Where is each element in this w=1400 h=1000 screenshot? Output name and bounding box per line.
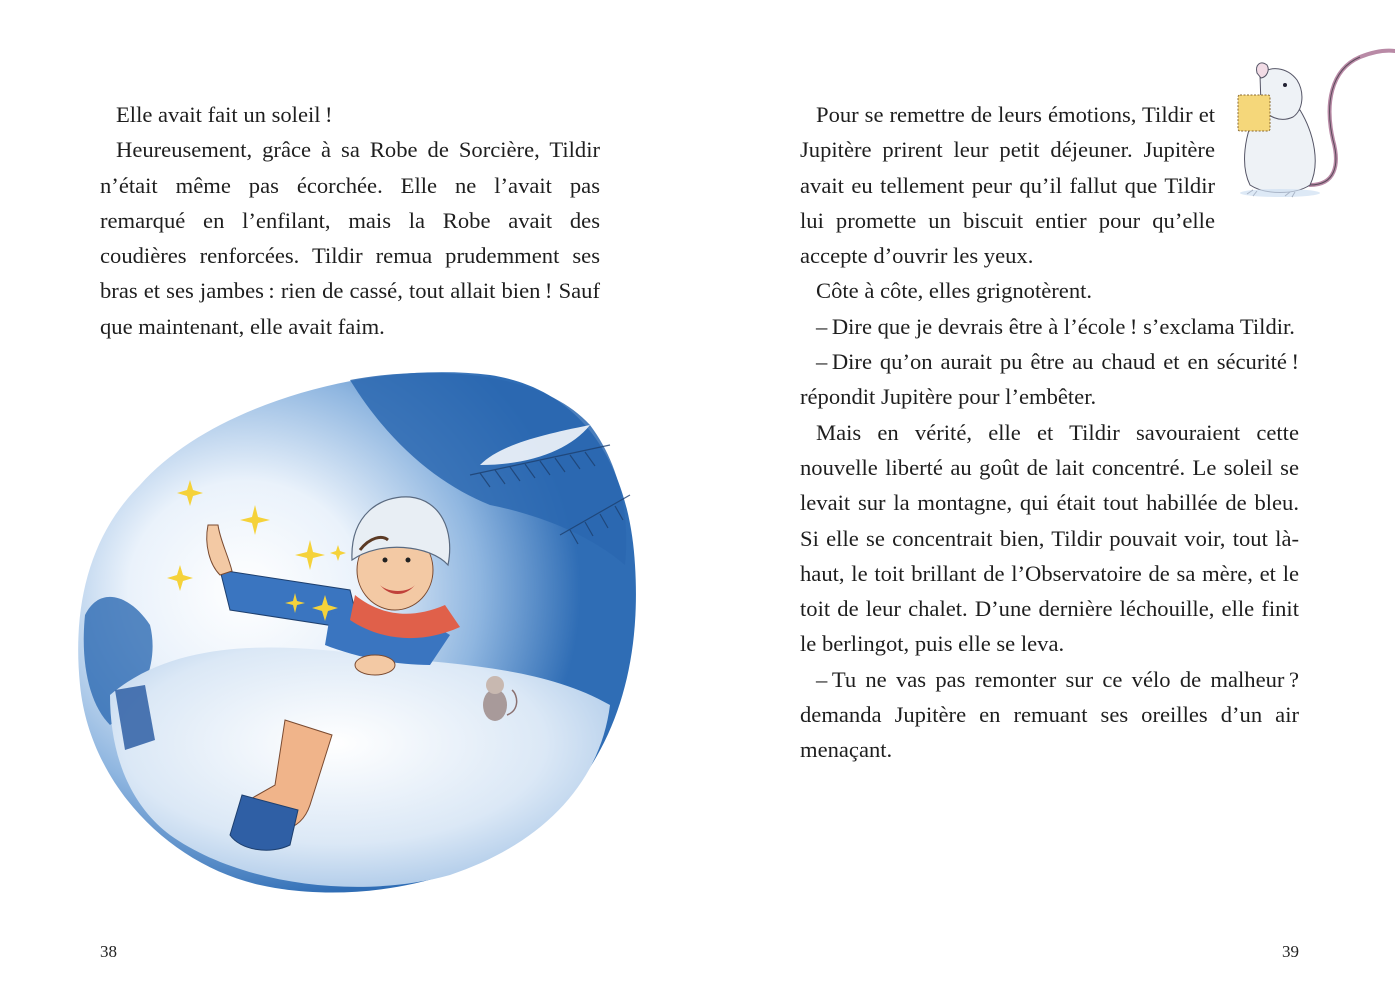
dialogue-paragraph: – Dire qu’on aurait pu être au chaud et en sécurité ! répondit Jupitère pour l’embêter. bbox=[800, 349, 1299, 410]
left-page-text bbox=[100, 97, 600, 344]
paragraph: Elle avait fait un soleil ! bbox=[116, 102, 333, 127]
paragraph: Heureusement, grâce à sa Robe de Sorcière, Tildir n’était même pas écorchée. Elle ne l’avait pas remarqué en l’enfilant, mais la Robe avait des coudières renforcées. Tildir remua prudemment ses bras et ses jambes : rien de cassé, tout allait bien ! Sauf que maintenant, elle avait faim. bbox=[100, 137, 600, 339]
page-number: 39 bbox=[1282, 942, 1299, 961]
paragraph: Côte à côte, elles grignotèrent. bbox=[816, 278, 1093, 304]
paragraph: Pour se remettre de leurs émotions, Tildir et Jupitère prirent leur petit déjeuner. Jupitère avait eu tellement peur qu’il fallut que Tildir lui promette un biscuit entier pour qu’elle accepte d’ouvrir les yeux. bbox=[800, 102, 1215, 269]
illustration-wrap-space bbox=[1215, 97, 1299, 205]
paragraph: Mais en vérité, elle et Tildir savouraient cette nouvelle liberté au goût de lait concentré. Le soleil se levait sur la montagne, qui était tout habillée de bleu. Si elle se concentrait bien, Tildir pouvait voir, tout là-haut, le toit brillant de l’Observatoire de sa mère, et le toit de leur chalet. D’une dernière léchouille, elle finit le berlingot, puis elle se leva. bbox=[800, 419, 1299, 657]
right-page-text bbox=[800, 97, 1299, 768]
dialogue-paragraph: – Dire que je devrais être à l’école ! s’exclama Tildir. bbox=[816, 313, 1295, 339]
dialogue-paragraph: – Tu ne vas pas remonter sur ce vélo de malheur ? demanda Jupitère en remuant ses oreilles d’un air menaçant. bbox=[800, 666, 1299, 763]
page-number: 38 bbox=[100, 942, 117, 961]
snow-scene-illustration bbox=[70, 365, 650, 905]
right-page bbox=[700, 0, 1400, 1000]
